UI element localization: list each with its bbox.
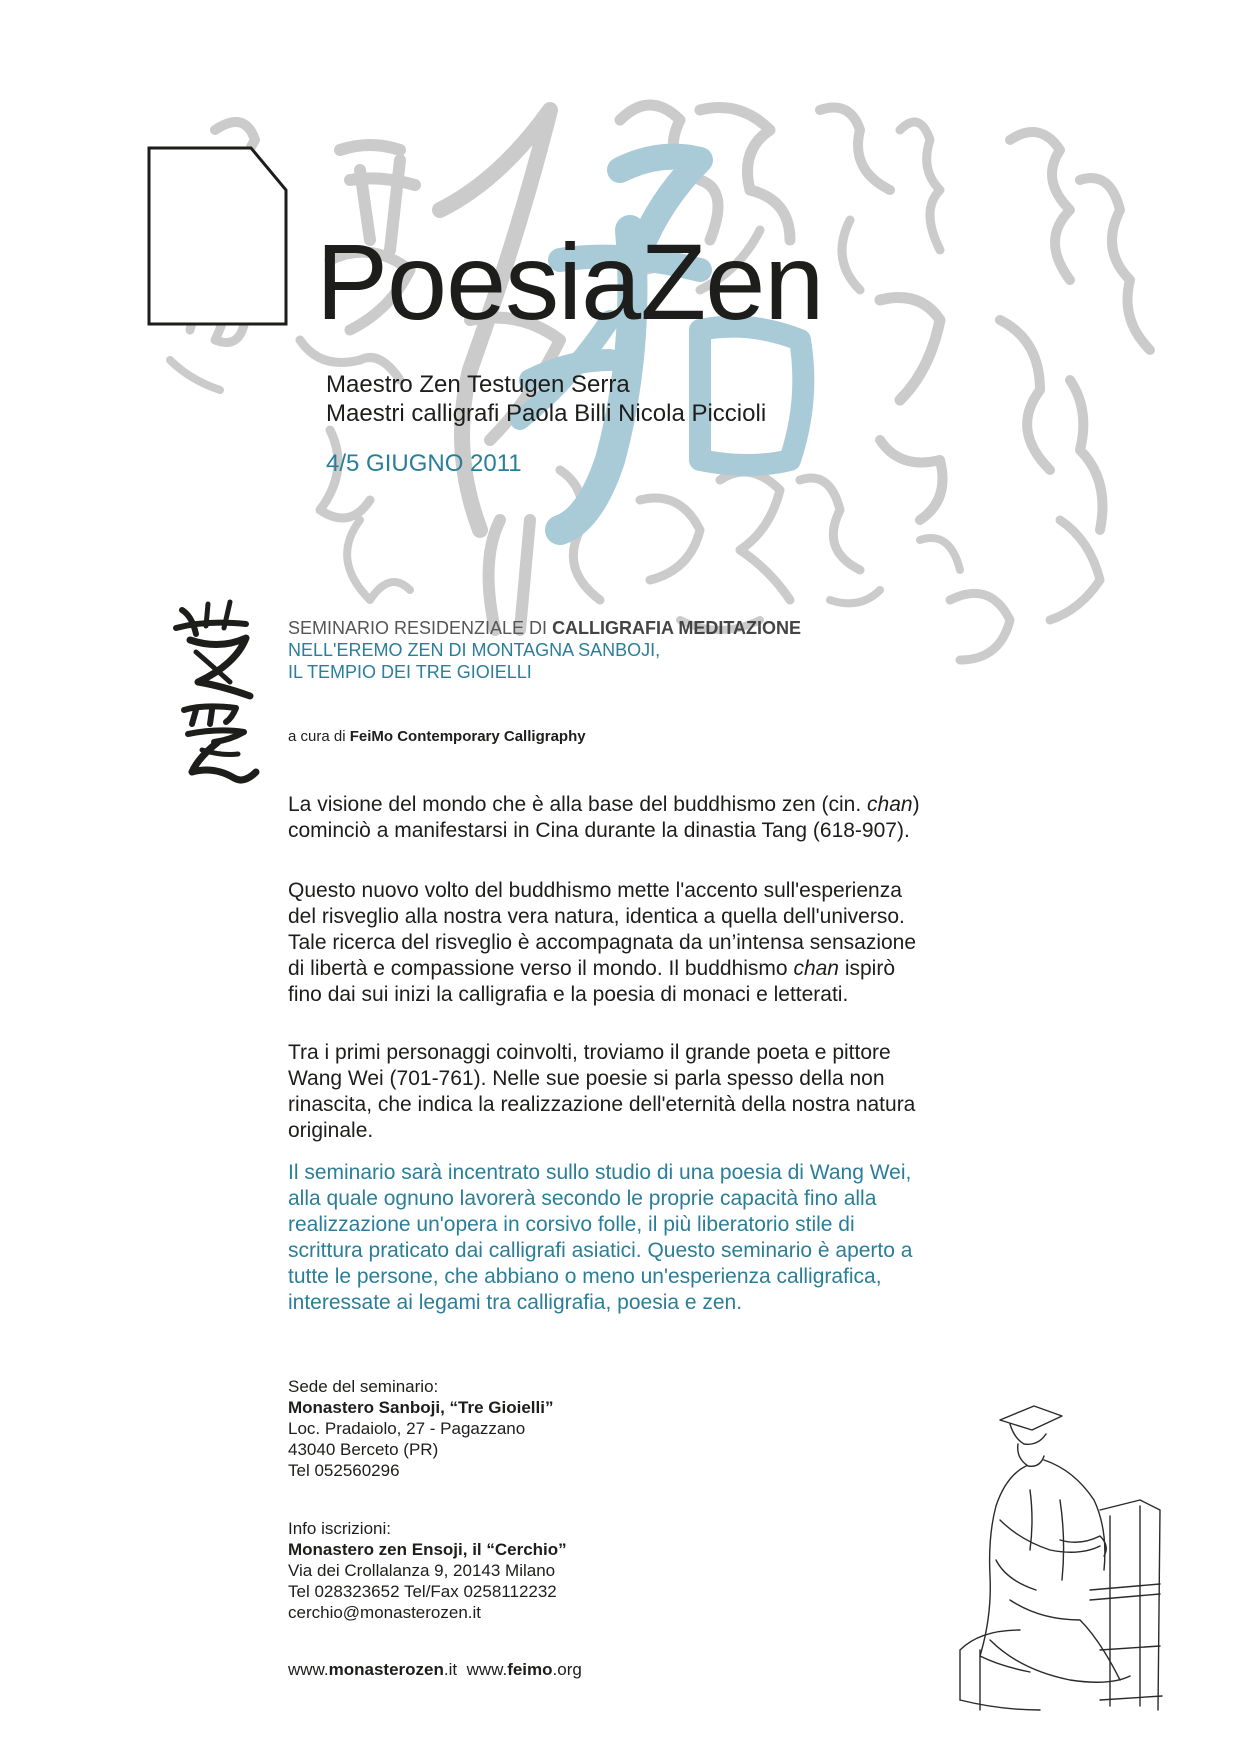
italic-term: chan [867,793,913,816]
venue-block [288,1376,553,1481]
paragraph-intro [288,792,1068,844]
paragraph-line: realizzazione un'opera in corsivo folle, il più liberatorio stile di [288,1213,855,1236]
paragraph-line: interessate ai legami tra calligrafia, poesia e zen. [288,1291,743,1314]
italic-term: chan [793,957,839,980]
url-suffix: .it [443,1660,458,1679]
seminar-type: SEMINARIO RESIDENZIALE DI [288,618,553,638]
master-line-2: Maestri calligrafi Paola Billi Nicola Piccioli [326,400,767,427]
page-title: PoesiaZen [316,221,824,342]
paragraph-line: Il seminario sarà incentrato sullo studio di una poesia di Wang Wei, [288,1161,912,1184]
event-date: 4/5 GIUGNO 2011 [326,450,522,477]
url-prefix: www. [466,1660,508,1679]
paragraph-text: La visione del mondo che è alla base del buddhismo zen (cin. [288,793,868,816]
info-block [288,1518,567,1623]
venue-name-rest: , “Tre Gioielli” [440,1398,554,1417]
master-line-1: Maestro Zen Testugen Serra [326,371,630,398]
url-domain: monasterozen [328,1660,444,1679]
seminar-subject: CALLIGRAFIA MEDITAZIONE [552,618,802,638]
paragraph-text: ) [912,793,920,816]
calligraphy-signature-image [168,594,268,790]
venue-name-bold: Monastero Sanboji [288,1398,441,1417]
paragraph-text: di libertà e compassione verso il mondo. Il buddhismo [288,957,794,980]
paragraph-line: Tra i primi personaggi coinvolti, troviamo il grande poeta e pittore [288,1041,891,1064]
info-name-bold: Monastero zen Ensoji [288,1540,463,1559]
url-suffix: .org [552,1660,582,1679]
seminar-heading-line-3: IL TEMPIO DEI TRE GIOIELLI [288,662,532,682]
venue-city: 43040 Berceto (PR) [288,1440,439,1459]
paragraph-line: rinascita, che indica la realizzazione dell'eternità della nostra natura [288,1093,916,1116]
paragraph-line: originale. [288,1119,374,1142]
info-label: Info iscrizioni: [288,1519,391,1538]
website-link-feimo[interactable] [467,1660,582,1679]
curator-credit [288,728,586,745]
url-domain: feimo [507,1660,553,1679]
info-email-link[interactable]: cerchio@monasterozen.it [288,1603,482,1622]
document-icon [147,146,288,326]
curator-name: FeiMo Contemporary Calligraphy [349,728,586,745]
paragraph-wang-wei [288,1040,1068,1144]
info-address: Via dei Crollalanza 9, 20143 Milano [288,1561,556,1580]
seminar-heading-line-1 [288,618,801,638]
venue-name [288,1397,553,1418]
venue-phone: Tel 052560296 [288,1461,400,1480]
venue-label: Sede del seminario: [288,1377,439,1396]
info-phone: Tel 028323652 Tel/Fax 0258112232 [288,1582,557,1601]
website-link-monasterozen[interactable] [288,1660,457,1679]
paragraph-line: Tale ricerca del risveglio è accompagnata da un’intensa sensazione [288,931,917,954]
paragraph-line: tutte le persone, che abbiano o meno un'esperienza calligrafica, [288,1265,882,1288]
paragraph-text: ispirò [838,957,896,980]
paragraph-buddhism [288,878,1068,1008]
info-name-rest: , il “Cerchio” [462,1540,567,1559]
info-name [288,1539,567,1560]
paragraph-line: del risveglio alla nostra vera natura, identica a quella dell'universo. [288,905,905,928]
paragraph-line: scrittura praticato dai calligrafi asiatici. Questo seminario è aperto a [288,1239,913,1262]
paragraph-line: Questo nuovo volto del buddhismo mette l'accento sull'esperienza [288,879,902,902]
paragraph-seminar-description [288,1160,1068,1316]
paragraph-line: Wang Wei (701-761). Nelle sue poesie si parla spesso della non [288,1067,885,1090]
seminar-heading-line-2: NELL'EREMO ZEN DI MONTAGNA SANBOJI, [288,640,661,660]
paragraph-line: fino dai sui inizi la calligrafia e la poesia di monaci e letterati. [288,983,849,1006]
venue-address: Loc. Pradaiolo, 27 - Pagazzano [288,1419,526,1438]
url-prefix: www. [288,1660,329,1679]
paragraph-line: alla quale ognuno lavorerà secondo le proprie capacità fino alla [288,1187,877,1210]
websites [288,1660,582,1680]
curator-prefix: a cura di [288,728,350,745]
seated-scholar-illustration [940,1400,1200,1730]
paragraph-line: cominciò a manifestarsi in Cina durante la dinastia Tang (618-907). [288,819,910,842]
